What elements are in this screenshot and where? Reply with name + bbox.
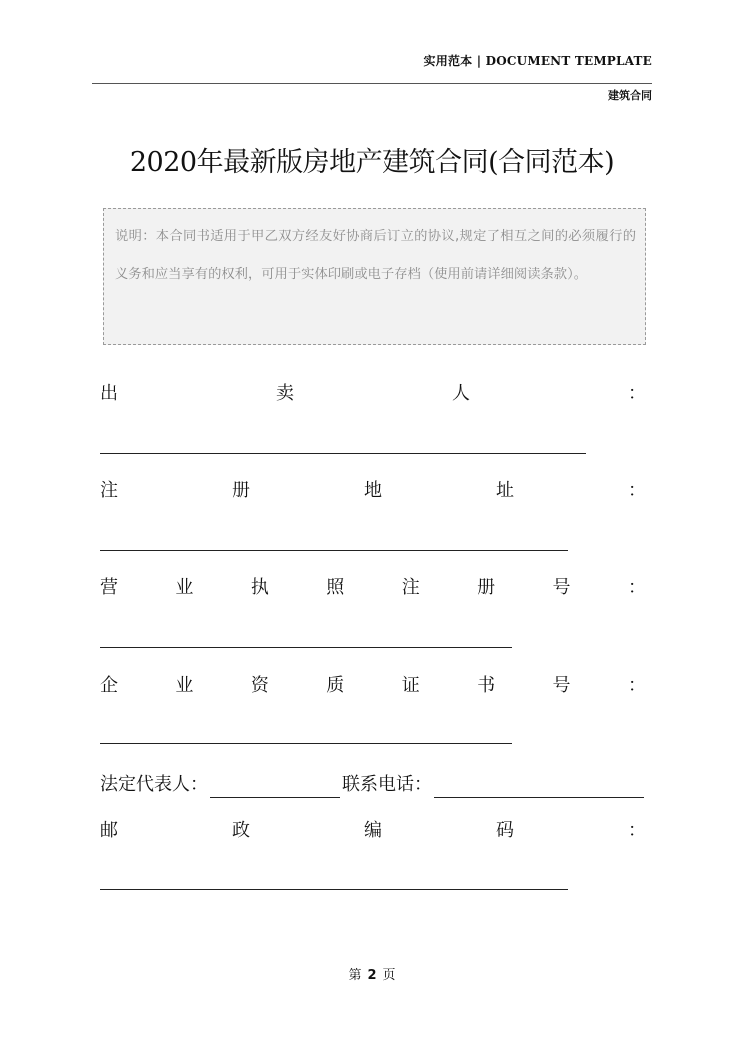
page-number: 2 [367,968,377,983]
header-category: 建筑合同 [608,89,652,102]
field-char: 证 [401,675,420,696]
field-seller-label [100,381,646,407]
document-title: 2020年最新版房地产建筑合同(合同范本) [129,147,615,178]
field-char: 注 [401,577,420,598]
field-postal-blank[interactable] [100,889,568,890]
field-char: ： [627,675,646,696]
field-address-blank[interactable] [100,550,568,551]
phone-label: 联系电话： [342,774,432,795]
field-char: 册 [232,480,250,501]
field-char: 册 [477,577,496,598]
field-seller-blank[interactable] [100,453,586,454]
header-divider [92,83,652,84]
legal-rep-blank[interactable] [210,777,340,798]
field-char: 号 [552,675,571,696]
field-char: 业 [175,675,194,696]
page-footer [0,964,744,983]
field-char: 址 [496,480,514,501]
field-char: 资 [250,675,269,696]
legal-rep-label: 法定代表人： [100,774,208,795]
field-char: 照 [326,577,345,598]
phone-blank[interactable] [434,777,644,798]
field-char: ： [628,480,646,501]
field-char: 营 [100,577,118,598]
field-address-label [100,478,646,504]
field-qualification-blank[interactable] [100,743,512,744]
field-qualification-label [100,673,646,699]
field-char: 业 [175,577,194,598]
field-char: 人 [452,383,470,404]
field-postal-label [100,818,646,844]
field-license-blank[interactable] [100,647,512,648]
field-char: 码 [496,820,514,841]
field-char: ： [628,383,646,404]
header-top-text: 实用范本 | DOCUMENT TEMPLATE [423,54,652,68]
field-char: 卖 [276,383,294,404]
field-char: 质 [326,675,345,696]
notice-box: 说明：本合同书适用于甲乙双方经友好协商后订立的协议,规定了相互之间的必须履行的义务和应当享有的权利，可用于实体印刷或电子存档（使用前请详细阅读条款）。 [103,208,646,345]
footer-suffix: 页 [382,968,396,983]
legal-rep-phone-line [100,772,652,798]
field-char: 地 [364,480,382,501]
field-char: ： [627,577,646,598]
field-char: 出 [100,383,118,404]
field-char: 书 [477,675,496,696]
field-char: 企 [100,675,118,696]
footer-prefix: 第 [348,968,362,983]
field-char: 政 [232,820,250,841]
field-char: 注 [100,480,118,501]
field-char: 邮 [100,820,118,841]
field-char: ： [628,820,646,841]
field-char: 号 [552,577,571,598]
field-license-label [100,575,646,601]
field-char: 编 [364,820,382,841]
field-char: 执 [250,577,269,598]
